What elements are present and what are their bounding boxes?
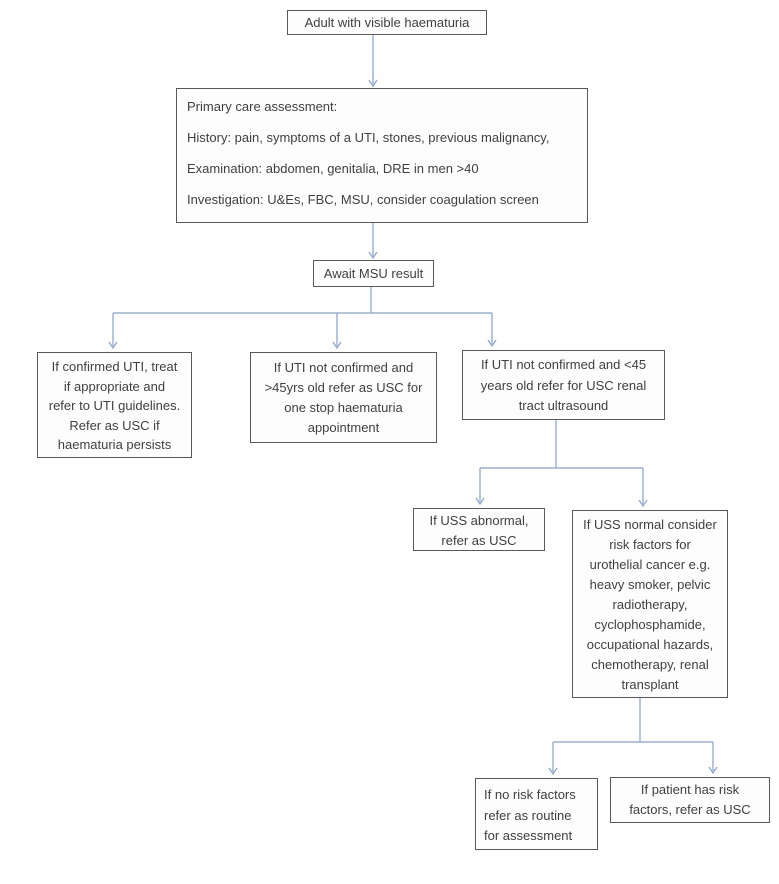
text-line: urothelial cancer e.g. bbox=[589, 557, 711, 572]
branch-under45-to-uss bbox=[476, 420, 647, 506]
text-line: heavy smoker, pelvic bbox=[589, 577, 711, 592]
text-line: appointment bbox=[307, 420, 380, 435]
text-line: if appropriate and bbox=[63, 378, 166, 394]
node-adult-visible-haematuria bbox=[287, 10, 487, 35]
node-label: Adult with visible haematuria bbox=[304, 14, 470, 30]
text-line: If USS normal consider bbox=[583, 517, 717, 532]
text-line: Primary care assessment: bbox=[187, 99, 338, 114]
text-line: Examination: abdomen, genitalia, DRE in men >40 bbox=[187, 161, 479, 176]
node-uss-normal-risk-factors bbox=[572, 510, 728, 698]
node-uss-abnormal bbox=[413, 508, 545, 551]
text-line: History: pain, symptoms of a UTI, stones, previous malignancy, bbox=[187, 130, 550, 145]
branch-uss-normal-to-risk bbox=[549, 698, 717, 774]
text-line: If UTI not confirmed and bbox=[273, 360, 414, 375]
text-line: Investigation: U&Es, FBC, MSU, consider coagulation screen bbox=[187, 192, 539, 207]
text-line: refer as USC bbox=[441, 532, 517, 548]
text-line: occupational hazards, bbox=[586, 637, 714, 652]
text-line: chemotherapy, renal bbox=[591, 657, 709, 672]
text-line: cyclophosphamide, bbox=[594, 617, 706, 632]
text-line: one stop haematuria bbox=[284, 400, 403, 415]
text-line: tract ultrasound bbox=[518, 398, 609, 413]
text-line: If patient has risk bbox=[640, 782, 740, 797]
node-confirmed-uti bbox=[37, 352, 192, 458]
text-line: haematuria persists bbox=[57, 437, 172, 452]
arrow-primary-to-await bbox=[369, 223, 377, 258]
node-primary-care-assessment bbox=[176, 88, 588, 223]
text-line: If UTI not confirmed and <45 bbox=[480, 357, 647, 372]
text-line: for assessment bbox=[484, 828, 573, 843]
text-line: If no risk factors bbox=[484, 787, 576, 802]
text-line: years old refer for USC renal bbox=[480, 377, 647, 393]
text-line: refer as routine bbox=[484, 807, 572, 823]
text-line: risk factors for bbox=[609, 537, 691, 552]
branch-await-to-three bbox=[109, 287, 496, 348]
node-has-risk-factors bbox=[610, 777, 770, 823]
text-line: refer to UTI guidelines. bbox=[48, 398, 181, 413]
text-line: Refer as USC if bbox=[69, 417, 160, 433]
text-line: >45yrs old refer as USC for bbox=[264, 380, 423, 395]
node-uti-not-confirmed-over-45 bbox=[250, 352, 437, 443]
node-await-msu-result bbox=[313, 260, 434, 287]
text-line: radiotherapy, bbox=[612, 597, 688, 612]
text-line: If confirmed UTI, treat bbox=[51, 359, 178, 374]
text-line: transplant bbox=[621, 677, 679, 692]
node-label: Await MSU result bbox=[323, 265, 424, 281]
node-no-risk-factors bbox=[475, 778, 598, 850]
arrow-start-to-primary bbox=[369, 35, 377, 86]
text-line: If USS abnormal, bbox=[429, 513, 529, 528]
text-line: factors, refer as USC bbox=[629, 802, 751, 817]
node-uti-not-confirmed-under-45 bbox=[462, 350, 665, 420]
